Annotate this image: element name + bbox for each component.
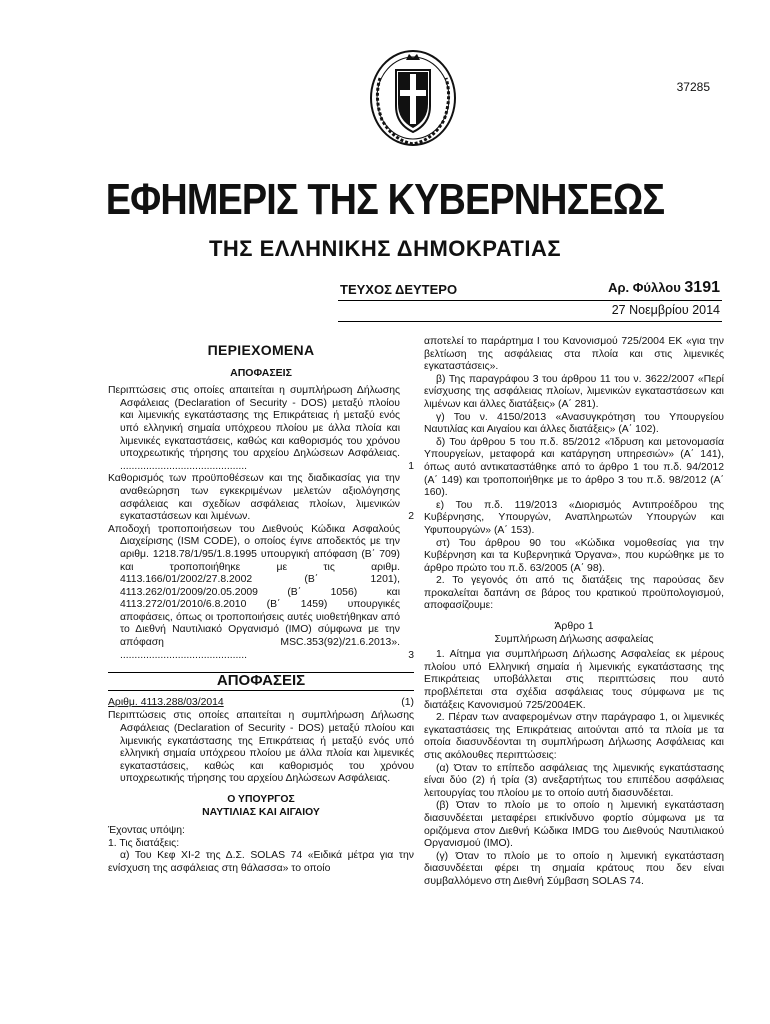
decision-summary: Περιπτώσεις στις οποίες απαιτείται η συμπλήρωση Δήλωσης Ασφάλειας (Declaration of Security - DOS) μεταξύ πλοίου και λιμενικής εγκατάστασης της Επικράτειας ή μεταξύ ενός υπό ελληνική σημαία υπόχρεου πλοίου με άλλα πλοία και λιμενικές εγκαταστάσεις, καθώς και καθορισμός του χρόνου υποχρεωτικής τήρησης του αρχείου Δηλώσεων Ασφάλειας. xyxy=(108,710,414,785)
toc-item-page: 1 xyxy=(408,460,414,472)
sheet-number-value: 3191 xyxy=(684,279,720,296)
paragraph: γ) Του ν. 4150/2013 «Ανασυγκρότηση του Υπουργείου Ναυτιλίας και Αιγαίου και άλλες διατάξεις» (Α΄ 102). xyxy=(424,411,724,436)
minister-title: Ο ΥΠΟΥΡΓΟΣ xyxy=(227,794,295,805)
having-regard: Έχοντας υπόψη: xyxy=(108,825,185,837)
article-paragraph: (α) Όταν το επίπεδο ασφάλειας της λιμενικής εγκατάστασης είναι δύο (2) ή τρία (3) ανεξαρτήτως του επιπέδου ασφάλειας λειτουργίας του πλοίου με το οποίο αυτή διασυνδέεται. xyxy=(424,762,724,799)
paragraph: β) Της παραγράφου 3 του άρθρου 11 του ν. 3622/2007 «Περί ενίσχυσης της ασφάλειας πλοίων, λιμενικών εγκαταστάσεων και λιμένων και άλλες διατάξεις» (Α΄ 281). xyxy=(424,373,724,410)
sheet-label: Αρ. Φύλλου xyxy=(608,280,681,295)
header-divider-top xyxy=(338,300,722,301)
paragraph: δ) Του άρθρου 5 του π.δ. 85/2012 «Ίδρυση και μετονομασία Υπουργείων, μεταφορά και κατάργηση υπηρεσιών» (Α΄ 141), όπως αυτό αντικαταστάθηκε από το άρθρο 1 του π.δ. 94/2012 (Α΄ 149) και τροποποιήθηκε με το άρθρο 3 του π.δ. 98/2012 (Α΄ 160). xyxy=(424,436,724,499)
provision-intro: 1. Τις διατάξεις: xyxy=(108,837,180,849)
contents-title: ΠΕΡΙΕΧΟΜΕΝΑ xyxy=(207,342,315,358)
greek-coat-of-arms-seal xyxy=(368,48,458,148)
decision-ref: (1) xyxy=(401,696,414,708)
toc-item[interactable] xyxy=(108,473,414,523)
toc-item[interactable] xyxy=(108,524,414,663)
left-column xyxy=(108,336,414,876)
paragraph: στ) Του άρθρου 90 του «Κώδικα νομοθεσίας για την Κυβέρνηση και τα Κυβερνητικά Όργανα», που κυρώθηκε με το άρθρο πρώτο του π.δ. 63/2005 (Α΄ 98). xyxy=(424,537,724,574)
gazette-masthead: ΕΦΗΜΕΡΙΣ ΤΗΣ ΚΥΒΕΡΝΗΣΕΩΣ xyxy=(105,175,665,224)
decision-number: Αριθμ. 4113.288/03/2014 xyxy=(108,696,224,708)
article-subtitle: Συμπλήρωση Δήλωσης ασφαλείας xyxy=(494,633,654,645)
toc-item-text: Αποδοχή τροποποιήσεων του Διεθνούς Κώδικα Ασφαλούς Διαχείρισης (ISM CODE), ο οποίος έγινε αποδεκτός με την αριθμ. 1218.78/1/95/1.8.1995 υπουργική απόφαση (Β΄ 709) και τροποποιήθηκε με τις αριθμ. 4113.166/01/2002/27.8.2002 (Β΄ 1201), 4113.262/01/2009/20.05.2009 (Β΄ 1056) και 4113.272/01/2010/6.8.2010 (Β΄ 1459) υπουργικές αποφάσεις, όπως οι τροποποιήσεις αυτές υιοθετήθηκαν από το Διεθνή Ναυτιλιακό Οργανισμό (IMO) σύμφωνα με την απόφαση MSC.353(92)/21.6.2013». ............................................ xyxy=(108,523,400,661)
page-number: 37285 xyxy=(676,80,710,94)
gazette-subhead: ΤΗΣ ΕΛΛΗΝΙΚΗΣ ΔΗΜΟΚΡΑΤΙΑΣ xyxy=(208,236,562,261)
paragraph: ε) Του π.δ. 119/2013 «Διορισμός Αντιπροέδρου της Κυβέρνησης, Υπουργών, Αναπληρωτών Υπουργών και Υφυπουργών» (Α΄ 153). xyxy=(424,499,724,536)
article-paragraph: 2. Πέραν των αναφερομένων στην παράγραφο 1, οι λιμενικές εγκαταστάσεις της Επικράτειας αιτούνται από τα πλοία με τα οποία διασυνδέονται τη συμπλήρωση Δήλωσης Ασφάλειας και στις ακόλουθες περιπτώσεις: xyxy=(424,712,724,761)
article-title: Άρθρο 1 xyxy=(554,621,594,633)
contents-subtitle: ΑΠΟΦΑΣΕΙΣ xyxy=(230,366,292,379)
toc-item-text: Καθορισμός των προϋποθέσεων και της διαδικασίας για την αναθεώρηση των εγκεκριμένων μελετών αξιολόγησης ασφάλειας και σχεδίων ασφάλειας πλοίων, λιμενικών εγκαταστάσεων και λιμένων. xyxy=(108,473,400,523)
decision-number-line xyxy=(108,697,414,710)
paragraph: αποτελεί το παράρτημα Ι του Κανονισμού 725/2004 ΕΚ «για την βελτίωση της ασφάλειας στα πλοία και στις λιμενικές εγκαταστάσεις». xyxy=(424,336,724,373)
issue-label: ΤΕΥΧΟΣ ΔΕΥΤΕΡΟ xyxy=(340,282,458,297)
provision-a: α) Του Κεφ ΧΙ-2 της Δ.Σ. SOLAS 74 «Ειδικά μέτρα για την ενίσχυση της ασφάλειας στη θάλασσα» το οποίο xyxy=(108,850,414,874)
header-divider-bottom xyxy=(338,321,722,322)
decisions-heading: ΑΠΟΦΑΣΕΙΣ xyxy=(108,672,414,691)
ministry-name: ΝΑΥΤΙΛΙΑΣ ΚΑΙ ΑΙΓΑΙΟΥ xyxy=(202,806,320,818)
article-paragraph: (β) Όταν το πλοίο με το οποίο η λιμενική εγκατάσταση διασυνδέεται μεταφέρει επικίνδυνο φορτίο σύμφωνα με τα οριζόμενα στον Διεθνή Κώδικα IMDG του Διεθνούς Ναυτιλιακού Οργανισμού (IMO). xyxy=(424,800,724,850)
sheet-number xyxy=(608,279,720,297)
paragraph: 2. Το γεγονός ότι από τις διατάξεις της παρούσας δεν προκαλείται δαπάνη σε βάρος του κρατικού προϋπολογισμού, αποφασίζουμε: xyxy=(424,575,724,612)
toc-item[interactable] xyxy=(108,385,414,473)
toc-item-page: 2 xyxy=(408,511,414,523)
toc-item-text: Περιπτώσεις στις οποίες απαιτείται η συμπλήρωση Δήλωσης Ασφάλειας (Declaration of Security - DOS) μεταξύ πλοίου και λιμενικής εγκατάστασης της Επικράτειας ή μεταξύ ενός υπό ελληνική σημαία υπόχρεου πλοίου με άλλα πλοία και λιμενικές εγκαταστάσεις, καθώς και καθορισμός του χρόνου υποχρεωτικής τήρησης του αρχείου Δηλώσεων Ασφάλειας. ............................................ xyxy=(108,385,400,472)
article-paragraph: 1. Αίτημα για συμπλήρωση Δήλωσης Ασφαλείας εκ μέρους πλοίου υπό Ελληνική σημαία ή λιμενικής εγκατάστασης της Επικράτειας υποβάλλεται στις περιπτώσεις που αυτό προβλέπεται στα σχέδια ασφάλειας τους σύμφωνα με τις διατάξεις Κανονισμού 725/2004ΕΚ. xyxy=(424,649,724,711)
toc-item-page: 3 xyxy=(408,649,414,661)
issue-date: 27 Νοεμβρίου 2014 xyxy=(611,303,720,317)
right-column xyxy=(424,336,724,889)
article-paragraph: (γ) Όταν το πλοίο με το οποίο η λιμενική εγκατάσταση διασυνδέεται φέρει τη σημαία κράτους που δεν είναι συμβαλλόμενο στη Διεθνή Σύμβαση SOLAS 74. xyxy=(424,850,724,887)
